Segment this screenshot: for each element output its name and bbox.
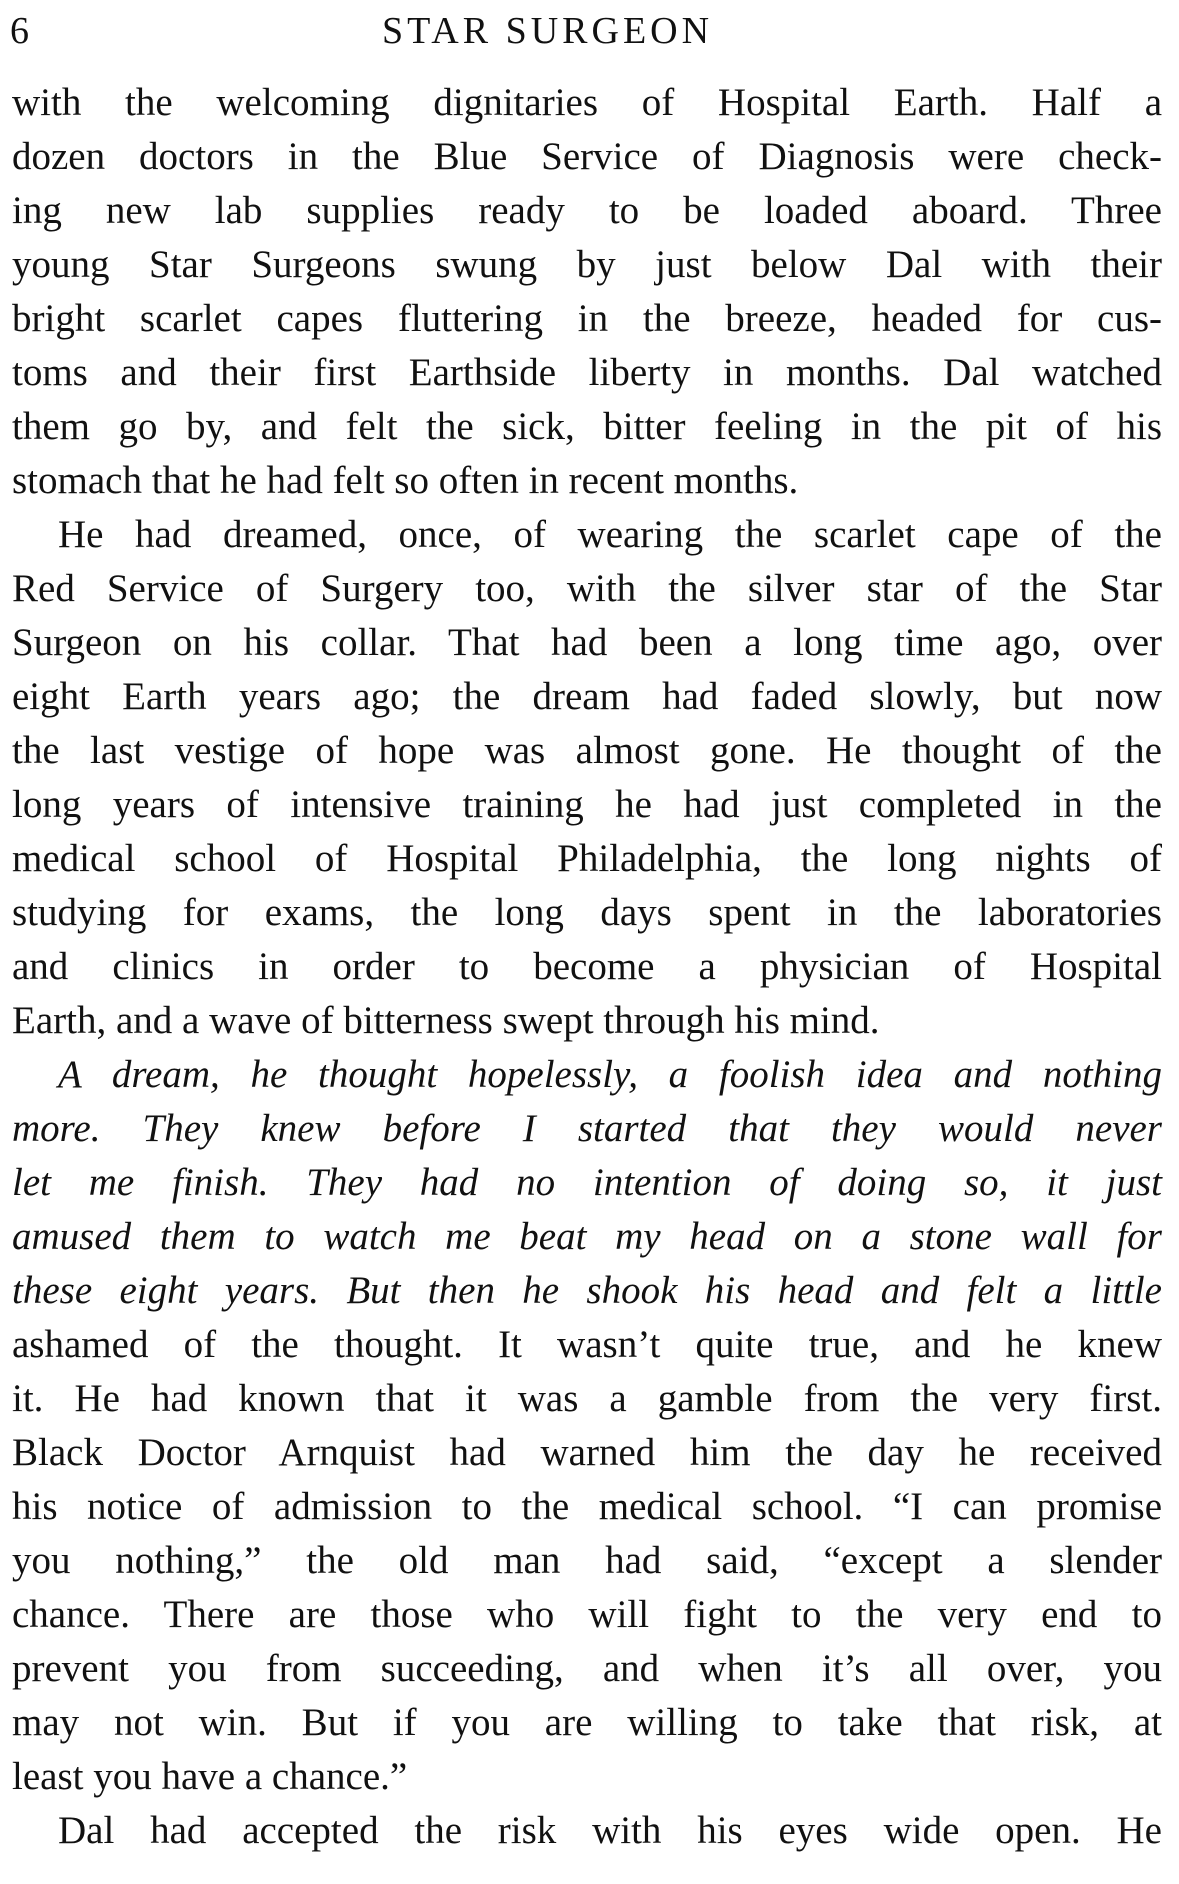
text-line: amused them to watch me beat my head on a stone wall for [12, 1215, 1162, 1258]
text-line: young Star Surgeons swung by just below Dal with their [12, 243, 1162, 286]
page-number: 6 [10, 10, 29, 52]
text-line: you nothing,” the old man had said, “except a slender [12, 1539, 1162, 1582]
book-title: STAR SURGEON [382, 10, 714, 52]
text-line: chance. There are those who will fight to the very end to [12, 1593, 1162, 1636]
text-line: least you have a chance.” [12, 1755, 408, 1798]
body-text [12, 76, 1162, 1858]
text-line: it. He had known that it was a gamble from the very first. [12, 1377, 1162, 1420]
text-line: dozen doctors in the Blue Service of Diagnosis were check- [12, 135, 1162, 178]
text-line: ashamed of the thought. It wasn’t quite true, and he knew [12, 1323, 1162, 1366]
text-line: long years of intensive training he had just completed in the [12, 783, 1162, 826]
text-line: Black Doctor Arnquist had warned him the day he received [12, 1431, 1162, 1474]
text-line: his notice of admission to the medical school. “I can promise [12, 1485, 1162, 1528]
text-line: more. They knew before I started that they would never [12, 1107, 1162, 1150]
text-line: let me finish. They had no intention of doing so, it just [12, 1161, 1162, 1204]
text-line: medical school of Hospital Philadelphia, the long nights of [12, 837, 1162, 880]
text-line: them go by, and felt the sick, bitter feeling in the pit of his [12, 405, 1162, 448]
text-line: bright scarlet capes fluttering in the breeze, headed for cus- [12, 297, 1162, 340]
text-line: studying for exams, the long days spent in the laboratories [12, 891, 1162, 934]
text-line: Earth, and a wave of bitterness swept through his mind. [12, 999, 880, 1042]
running-header [10, 2, 1160, 62]
text-line: Red Service of Surgery too, with the silver star of the Star [12, 567, 1162, 610]
text-line: prevent you from succeeding, and when it’s all over, you [12, 1647, 1162, 1690]
text-line: the last vestige of hope was almost gone. He thought of the [12, 729, 1162, 772]
text-line: stomach that he had felt so often in recent months. [12, 459, 799, 502]
text-line: these eight years. But then he shook his head and felt a little [12, 1269, 1162, 1312]
text-line: eight Earth years ago; the dream had faded slowly, but now [12, 675, 1162, 718]
text-line: Dal had accepted the risk with his eyes wide open. He [58, 1809, 1162, 1852]
text-line: and clinics in order to become a physician of Hospital [12, 945, 1162, 988]
text-line: with the welcoming dignitaries of Hospital Earth. Half a [12, 81, 1162, 124]
text-line: A dream, he thought hopelessly, a foolish idea and nothing [58, 1053, 1162, 1096]
text-line: ing new lab supplies ready to be loaded aboard. Three [12, 189, 1162, 232]
text-line: toms and their first Earthside liberty in months. Dal watched [12, 351, 1162, 394]
text-line: may not win. But if you are willing to take that risk, at [12, 1701, 1162, 1744]
text-line: He had dreamed, once, of wearing the scarlet cape of the [58, 513, 1162, 556]
text-line: Surgeon on his collar. That had been a long time ago, over [12, 621, 1162, 664]
